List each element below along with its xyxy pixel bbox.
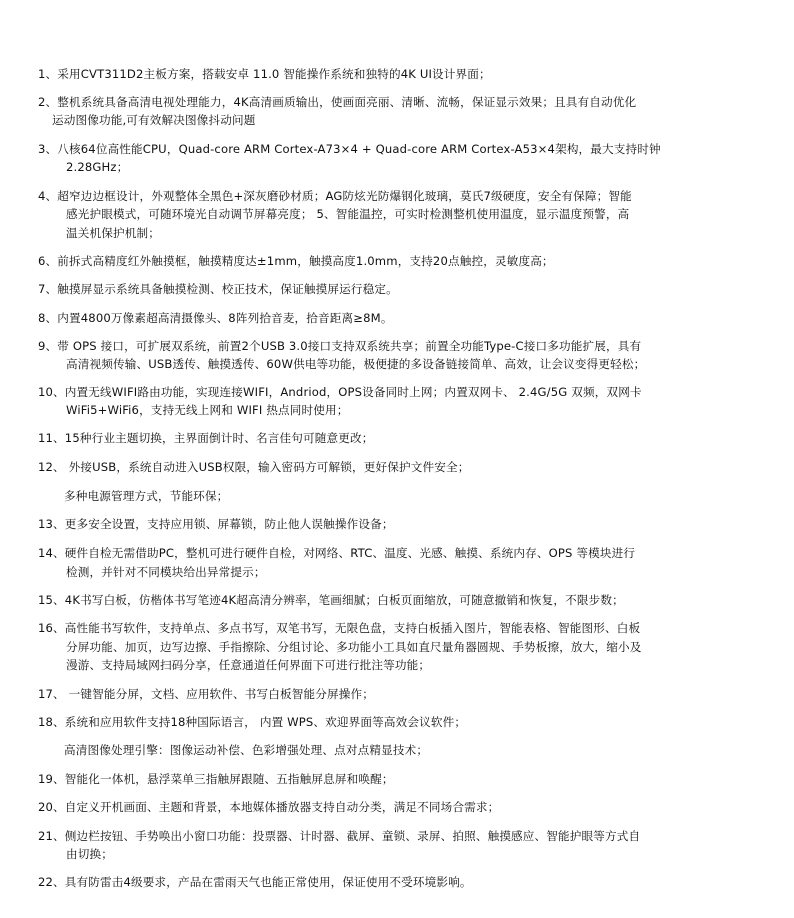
item-text: 外接USB，系统自动进入USB权限，输入密码方可解锁，更好保护文件安全； — [64, 460, 470, 474]
item-text: 八核64位高性能CPU，Quad-core ARM Cortex-A73×4 + Quad-core ARM Cortex-A53×4架构，最大支持时钟 — [57, 142, 661, 156]
spec-item-13 — [38, 513, 760, 536]
item-text-continued: 温关机保护机制； — [66, 226, 160, 240]
item-text-continued: 检测，并针对不同模块给出异常提示； — [66, 565, 266, 579]
item-number: 18、 — [38, 715, 65, 729]
item-text: 系统和应用软件支持18种国际语言， 内置 WPS、欢迎界面等高效会议软件； — [64, 715, 467, 729]
item-text-continued: 由切换； — [66, 847, 113, 861]
spec-item-20 — [38, 796, 760, 819]
item-text: 整机系统具备高清电视处理能力，4K高清画质输出，使画面亮丽、清晰、流畅，保证显示效果；且具有自动优化 — [57, 95, 637, 109]
item-number: 20、 — [38, 800, 65, 814]
item-number: 4、 — [38, 189, 58, 203]
item-text-continued: WiFi5+WiFi6，支持无线上网和 WIFI 热点同时使用； — [66, 403, 349, 417]
spec-item-11 — [38, 427, 760, 450]
item-text-continued: 漫游、支持局域网扫码分享，任意通道任何界面下可进行批注等功能； — [66, 658, 431, 672]
item-text: 带 OPS 接口，可扩展双系统，前置2个USB 3.0接口支持双系统共享；前置全功能Type-C接口多功能扩展，具有 — [57, 339, 642, 353]
spec-item-18 — [38, 711, 760, 734]
item-text: 智能化一体机，悬浮菜单三指触屏跟随、五指触屏息屏和唤醒； — [64, 772, 394, 786]
item-number: 2、 — [38, 95, 58, 109]
item-text-continued: 感光护眼模式，可随环境光自动调节屏幕亮度； 5、智能温控，可实时检测整机使用温度，显示温度预警，高 — [66, 207, 630, 221]
item-number: 3、 — [38, 142, 58, 156]
item-number: 1、 — [38, 67, 58, 81]
item-number: 19、 — [38, 772, 65, 786]
item-number: 16、 — [38, 621, 65, 635]
item-number: 14、 — [38, 546, 65, 560]
item-text: 一键智能分屏，文档、应用软件、书写白板智能分屏操作； — [64, 687, 374, 701]
item-text: 高性能书写软件，支持单点、多点书写，双笔书写，无限色盘，支持白板插入图片，智能表格、智能图形、白板 — [64, 621, 641, 635]
item-text-continued: 2.28GHz； — [66, 160, 129, 174]
item-text: 超窄边边框设计，外观整体全黑色+深灰磨砂材质；AG防炫光防爆钢化玻璃，莫氏7级硬度，安全有保障；智能 — [57, 189, 632, 203]
item-number: 7、 — [38, 282, 58, 296]
item-number: 11、 — [38, 431, 65, 445]
item-number: 6、 — [38, 254, 58, 268]
spec-note-image-engine: 高清图像处理引擎：图像运动补偿、色彩增强处理、点对点精显技术； — [64, 743, 429, 757]
item-text: 采用CVT311D2主板方案，搭载安卓 11.0 智能操作系统和独特的4K UI设计界面； — [57, 67, 491, 81]
spec-item-17 — [38, 683, 760, 706]
item-text: 前拆式高精度红外触摸框，触摸精度达±1mm，触摸高度1.0mm，支持20点触控，灵敏度高； — [57, 254, 554, 268]
item-text-continued: 运动图像功能,可有效解决图像抖动问题 — [52, 113, 256, 127]
item-number: 13、 — [38, 517, 65, 531]
item-text: 4K书写白板，仿楷体书写笔迹4K超高清分辨率，笔画细腻；白板页面缩放，可随意撤销和恢复，不限步数； — [64, 593, 624, 607]
spec-item-7 — [38, 278, 760, 301]
item-text: 侧边栏按钮、手势唤出小窗口功能：投票器、计时器、截屏、童锁、录屏、拍照、触摸感应、智能护眼等方式自 — [64, 829, 641, 843]
item-text-continued: 分屏功能、加页，边写边擦、手指擦除、分组讨论、多功能小工具如直尺量角器圆规、手势板擦，放大，缩小及 — [66, 640, 642, 654]
item-text: 15种行业主题切换，主界面倒计时、名言佳句可随意更改； — [64, 431, 374, 445]
spec-item-1 — [38, 63, 760, 86]
item-number: 21、 — [38, 829, 65, 843]
spec-item-12 — [38, 456, 760, 479]
spec-item-8 — [38, 307, 760, 330]
item-text: 硬件自检无需借助PC，整机可进行硬件自检，对网络、RTC、温度、光感、触摸、系统内存、OPS 等模块进行 — [64, 546, 636, 560]
item-text: 内置无线WIFI路由功能，实现连接WIFI，Andriod，OPS设备同时上网；内置双网卡、 2.4G/5G 双频，双网卡 — [64, 385, 642, 399]
spec-note-power: 多种电源管理方式，节能环保； — [64, 489, 229, 503]
item-number: 17、 — [38, 687, 65, 701]
item-text-continued: 高清视频传输、USB透传、触摸透传、60W供电等功能，极便捷的多设备链接简单、高效，让会议变得更轻松； — [66, 357, 646, 371]
item-text: 自定义开机画面、主题和背景，本地媒体播放器支持自动分类，满足不同场合需求； — [64, 800, 500, 814]
item-number: 12、 — [38, 460, 65, 474]
item-text: 内置4800万像素超高清摄像头、8阵列拾音麦，拾音距离≥8M。 — [57, 311, 393, 325]
spec-item-22 — [38, 871, 760, 894]
spec-item-15 — [38, 589, 760, 612]
item-number: 15、 — [38, 593, 65, 607]
item-number: 22、 — [38, 875, 65, 889]
item-text: 更多安全设置，支持应用锁、屏幕锁，防止他人误触操作设备； — [64, 517, 394, 531]
item-number: 8、 — [38, 311, 58, 325]
item-text: 触摸屏显示系统具备触摸检测、校正技术，保证触摸屏运行稳定。 — [57, 282, 398, 296]
item-number: 10、 — [38, 385, 65, 399]
item-text: 具有防雷击4级要求，产品在雷雨天气也能正常使用，保证使用不受环境影响。 — [64, 875, 472, 889]
item-number: 9、 — [38, 339, 58, 353]
spec-item-19 — [38, 768, 760, 791]
spec-item-6 — [38, 250, 760, 273]
